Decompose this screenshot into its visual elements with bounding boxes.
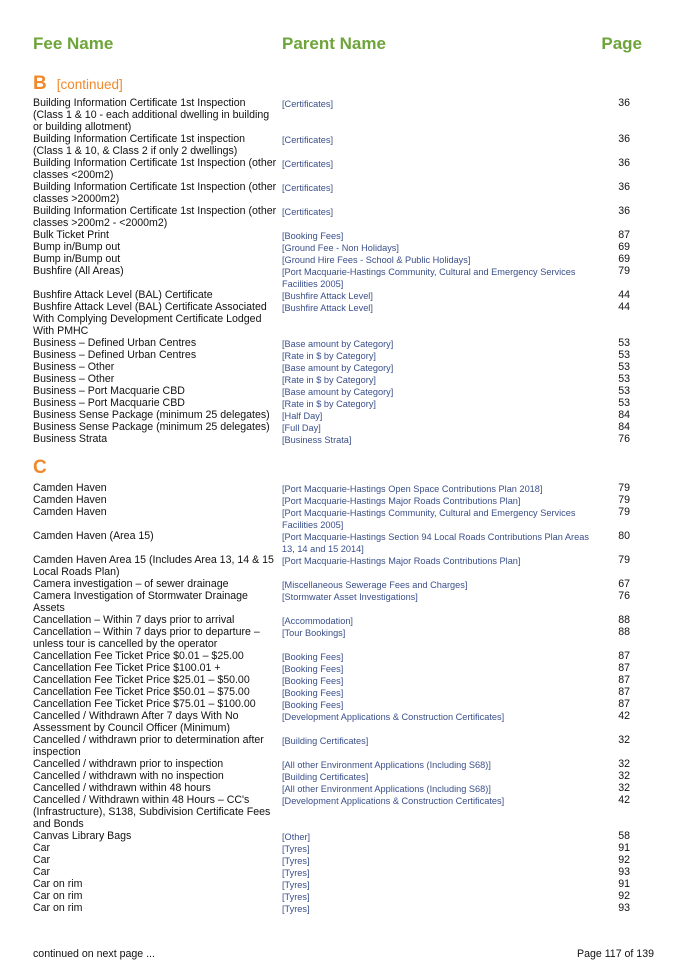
page-number-cell: 87: [618, 674, 630, 686]
page-number-cell: 87: [618, 650, 630, 662]
parent-name-cell: [Ground Fee - Non Holidays]: [282, 243, 399, 253]
fee-name-cell: Building Information Certificate 1st inspection (Class 1 & 10, & Class 2 if only 2 dwellings): [33, 133, 245, 157]
parent-name-cell: [Bushfire Attack Level]: [282, 291, 373, 301]
parent-name-cell: [Port Macquarie-Hastings Major Roads Contributions Plan]: [282, 496, 521, 506]
parent-name-cell: [Tyres]: [282, 844, 310, 854]
parent-name-cell: [Building Certificates]: [282, 772, 369, 782]
page-number-cell: 92: [618, 854, 630, 866]
page-number-cell: 67: [618, 578, 630, 590]
page-number-cell: 53: [618, 373, 630, 385]
fee-name-cell: Cancelled / withdrawn prior to determination after inspection: [33, 734, 264, 758]
fee-name-cell: Business – Defined Urban Centres: [33, 337, 197, 349]
parent-name-cell: [Accommodation]: [282, 616, 353, 626]
parent-name-cell: [Booking Fees]: [282, 664, 344, 674]
fee-name-cell: Cancellation Fee Ticket Price $0.01 – $25.00: [33, 650, 244, 662]
page-number-cell: 92: [618, 890, 630, 902]
page-number-cell: 79: [618, 265, 630, 277]
fee-name-cell: Cancelled / withdrawn with no inspection: [33, 770, 224, 782]
fee-name-cell: Cancelled / withdrawn prior to inspection: [33, 758, 224, 770]
parent-name-cell: [Building Certificates]: [282, 736, 369, 746]
parent-name-cell: [Booking Fees]: [282, 231, 344, 241]
page-number-cell: 69: [618, 241, 630, 253]
page-number-cell: 32: [618, 734, 630, 746]
parent-name-cell: [Tour Bookings]: [282, 628, 346, 638]
fee-name-cell: Bushfire (All Areas): [33, 265, 124, 277]
fee-name-cell: Camden Haven: [33, 482, 107, 494]
fee-name-cell: Building Information Certificate 1st Inspection (Class 1 & 10 - each additional dwelling in building or building allotment): [33, 97, 270, 133]
page-number-cell: 36: [618, 205, 630, 217]
parent-name-cell: [Port Macquarie-Hastings Open Space Contributions Plan 2018]: [282, 484, 543, 494]
fee-name-cell: Business Strata: [33, 433, 108, 445]
fee-name-cell: Car: [33, 842, 51, 854]
parent-name-cell: [Miscellaneous Sewerage Fees and Charges]: [282, 580, 468, 590]
page-number-cell: 87: [618, 686, 630, 698]
page-number-cell: 93: [618, 866, 630, 878]
page-number-cell: 53: [618, 385, 630, 397]
page-number-cell: 79: [618, 554, 630, 566]
fee-name-cell: Cancellation Fee Ticket Price $75.01 – $100.00: [33, 698, 256, 710]
fee-name-cell: Business Sense Package (minimum 25 delegates): [33, 409, 270, 421]
page-number-cell: 93: [618, 902, 630, 914]
fee-name-cell: Car: [33, 866, 51, 878]
footer-page-number: Page 117 of 139: [577, 948, 654, 960]
page-number-cell: 87: [618, 229, 630, 241]
fee-name-cell: Camden Haven: [33, 494, 107, 506]
fee-name-cell: Bump in/Bump out: [33, 241, 121, 253]
parent-name-cell: [Certificates]: [282, 135, 334, 145]
fee-name-cell: Camera investigation – of sewer drainage: [33, 578, 229, 590]
parent-name-cell: [Tyres]: [282, 856, 310, 866]
parent-name-cell: [Tyres]: [282, 880, 310, 890]
fee-name-cell: Camera Investigation of Stormwater Drainage Assets: [33, 590, 248, 614]
page-number-cell: 42: [618, 794, 630, 806]
section-continued: [continued]: [56, 77, 123, 92]
page-number-cell: 42: [618, 710, 630, 722]
parent-name-cell: [Certificates]: [282, 159, 334, 169]
fee-name-cell: Business – Port Macquarie CBD: [33, 385, 185, 397]
footer-continued: continued on next page ...: [33, 948, 155, 960]
parent-name-cell: [Base amount by Category]: [282, 387, 394, 397]
page-number-cell: 32: [618, 758, 630, 770]
parent-name-cell: [Development Applications & Construction Certificates]: [282, 796, 505, 806]
page-number-cell: 79: [618, 482, 630, 494]
fee-name-cell: Bushfire Attack Level (BAL) Certificate: [33, 289, 213, 301]
fee-name-cell: Canvas Library Bags: [33, 830, 132, 842]
fee-name-cell: Building Information Certificate 1st Inspection (other classes >2000m2): [33, 181, 277, 205]
fee-name-cell: Business – Defined Urban Centres: [33, 349, 197, 361]
parent-name-cell: [Stormwater Asset Investigations]: [282, 592, 418, 602]
parent-name-cell: [Port Macquarie-Hastings Section 94 Local Roads Contributions Plan Areas 13, 14 and 15 2014]: [282, 532, 589, 554]
page-number-cell: 91: [618, 878, 630, 890]
fee-name-cell: Business – Port Macquarie CBD: [33, 397, 185, 409]
fee-name-cell: Business – Other: [33, 361, 115, 373]
fee-name-cell: Camden Haven (Area 15): [33, 530, 154, 542]
parent-name-cell: [Base amount by Category]: [282, 363, 394, 373]
page-number-cell: 76: [618, 433, 630, 445]
fee-name-cell: Cancelled / Withdrawn within 48 Hours – CC's (Infrastructure), S138, Subdivision Certificate Fees and Bonds: [33, 794, 271, 830]
page-number-cell: 88: [618, 614, 630, 626]
parent-name-cell: [Bushfire Attack Level]: [282, 303, 373, 313]
fee-name-cell: Cancellation Fee Ticket Price $100.01 +: [33, 662, 221, 674]
fee-name-cell: Car on rim: [33, 878, 83, 890]
page-number-cell: 80: [618, 530, 630, 542]
parent-name-cell: [Port Macquarie-Hastings Community, Cultural and Emergency Services Facilities 2005]: [282, 267, 576, 289]
page-number-cell: 32: [618, 782, 630, 794]
parent-name-cell: [Business Strata]: [282, 435, 352, 445]
page-number-cell: 36: [618, 157, 630, 169]
fee-name-cell: Bulk Ticket Print: [33, 229, 109, 241]
page-number-cell: 58: [618, 830, 630, 842]
page-number-cell: 84: [618, 409, 630, 421]
page-number-cell: 36: [618, 97, 630, 109]
parent-name-cell: [Certificates]: [282, 99, 334, 109]
parent-name-cell: [Tyres]: [282, 892, 310, 902]
parent-name-cell: [Base amount by Category]: [282, 339, 394, 349]
page-number-cell: 76: [618, 590, 630, 602]
fee-name-cell: Car on rim: [33, 902, 83, 914]
header-page: Page: [601, 34, 642, 53]
parent-name-cell: [Rate in $ by Category]: [282, 351, 376, 361]
page-number-cell: 84: [618, 421, 630, 433]
parent-name-cell: [Other]: [282, 832, 311, 842]
parent-name-cell: [Booking Fees]: [282, 652, 344, 662]
page-number-cell: 44: [618, 289, 630, 301]
parent-name-cell: [Development Applications & Construction Certificates]: [282, 712, 505, 722]
page-number-cell: 87: [618, 698, 630, 710]
parent-name-cell: [Rate in $ by Category]: [282, 399, 376, 409]
page-number-cell: 36: [618, 133, 630, 145]
page-number-cell: 87: [618, 662, 630, 674]
parent-name-cell: [Booking Fees]: [282, 676, 344, 686]
fee-name-cell: Business – Other: [33, 373, 115, 385]
page-number-cell: 79: [618, 506, 630, 518]
parent-name-cell: [Port Macquarie-Hastings Major Roads Contributions Plan]: [282, 556, 521, 566]
fee-name-cell: Building Information Certificate 1st Inspection (other classes <200m2): [33, 157, 277, 181]
page-number-cell: 53: [618, 397, 630, 409]
fee-name-cell: Bump in/Bump out: [33, 253, 121, 265]
parent-name-cell: [Rate in $ by Category]: [282, 375, 376, 385]
fee-name-cell: Car on rim: [33, 890, 83, 902]
page-number-cell: 53: [618, 349, 630, 361]
page-number-cell: 36: [618, 181, 630, 193]
header-fee-name: Fee Name: [33, 34, 114, 53]
parent-name-cell: [Certificates]: [282, 207, 334, 217]
header-parent-name: Parent Name: [282, 34, 386, 53]
parent-name-cell: [Booking Fees]: [282, 688, 344, 698]
section-letter: C: [33, 457, 47, 478]
page-number-cell: 32: [618, 770, 630, 782]
fee-name-cell: Cancelled / Withdrawn After 7 days With No Assessment by Council Officer (Minimum): [33, 710, 239, 734]
page-number-cell: 88: [618, 626, 630, 638]
parent-name-cell: [Certificates]: [282, 183, 334, 193]
fee-name-cell: Cancellation Fee Ticket Price $25.01 – $50.00: [33, 674, 250, 686]
page-number-cell: 79: [618, 494, 630, 506]
section-b-heading: [33, 73, 123, 95]
fee-name-cell: Car: [33, 854, 51, 866]
parent-name-cell: [Tyres]: [282, 904, 310, 914]
parent-name-cell: [Half Day]: [282, 411, 323, 421]
fee-name-cell: Camden Haven Area 15 (Includes Area 13, 14 & 15 Local Roads Plan): [33, 554, 274, 578]
fee-name-cell: Cancelled / withdrawn within 48 hours: [33, 782, 211, 794]
fee-name-cell: Building Information Certificate 1st Inspection (other classes >200m2 - <2000m2): [33, 205, 277, 229]
parent-name-cell: [All other Environment Applications (Including S68)]: [282, 784, 491, 794]
page-number-cell: 91: [618, 842, 630, 854]
page-number-cell: 44: [618, 301, 630, 313]
parent-name-cell: [All other Environment Applications (Including S68)]: [282, 760, 491, 770]
fee-name-cell: Bushfire Attack Level (BAL) Certificate Associated With Complying Development Certificate Lodged With PMHC: [33, 301, 267, 337]
fee-name-cell: Cancellation – Within 7 days prior to arrival: [33, 614, 235, 626]
fee-name-cell: Cancellation Fee Ticket Price $50.01 – $75.00: [33, 686, 250, 698]
fee-name-cell: Business Sense Package (minimum 25 delegates): [33, 421, 270, 433]
section-c-heading: [33, 457, 47, 479]
parent-name-cell: [Port Macquarie-Hastings Community, Cultural and Emergency Services Facilities 2005]: [282, 508, 576, 530]
parent-name-cell: [Booking Fees]: [282, 700, 344, 710]
section-letter: B: [33, 73, 47, 94]
fee-name-cell: Camden Haven: [33, 506, 107, 518]
page-number-cell: 69: [618, 253, 630, 265]
page-number-cell: 53: [618, 337, 630, 349]
parent-name-cell: [Full Day]: [282, 423, 321, 433]
page-number-cell: 53: [618, 361, 630, 373]
fee-name-cell: Cancellation – Within 7 days prior to departure – unless tour is cancelled by the operator: [33, 626, 260, 650]
parent-name-cell: [Ground Hire Fees - School & Public Holidays]: [282, 255, 471, 265]
parent-name-cell: [Tyres]: [282, 868, 310, 878]
